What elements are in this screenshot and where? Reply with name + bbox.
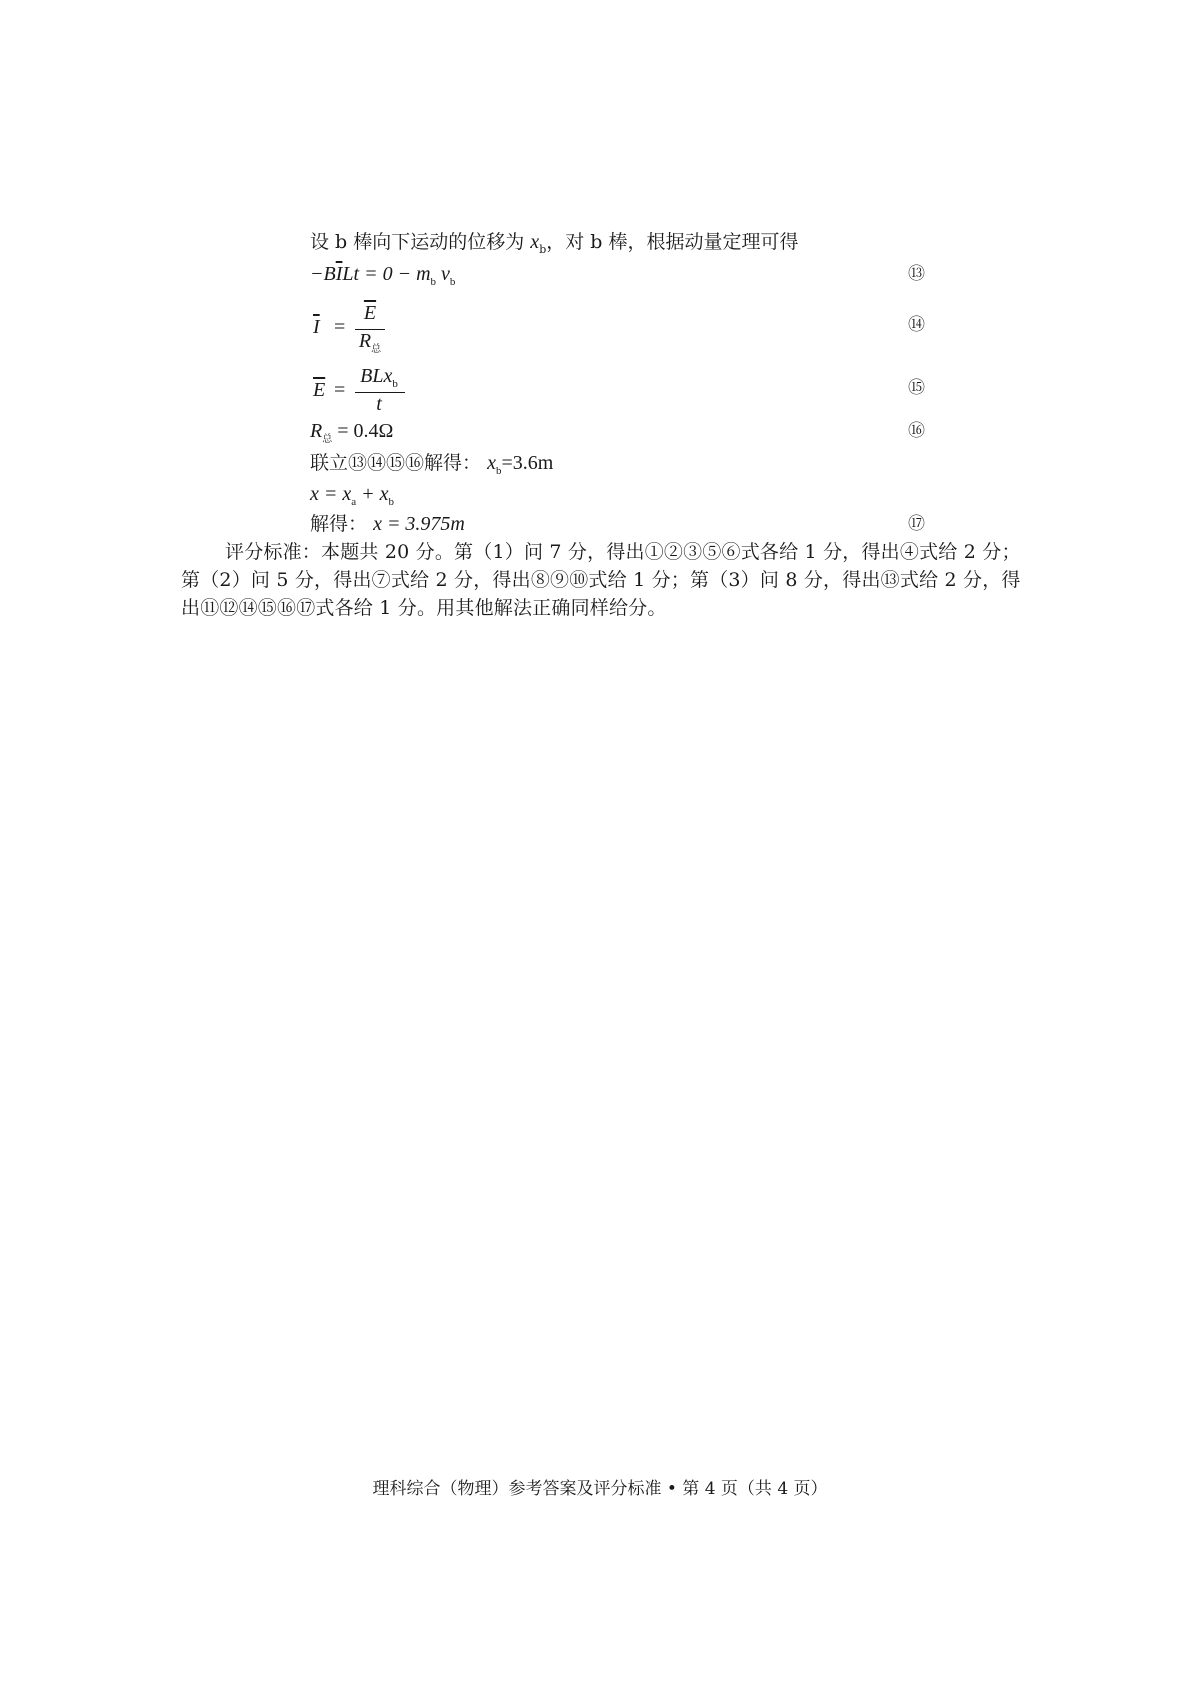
combine-var: x: [487, 452, 496, 474]
label-13: ⑬: [908, 264, 925, 284]
combine-sub: b: [495, 465, 502, 477]
sum-plus: + x: [356, 483, 389, 505]
eq15-numerator: BLx: [360, 365, 393, 387]
eq13-sub1: b: [430, 276, 437, 288]
eq15-lhs: $\overline{E}$: [313, 379, 326, 401]
combine-line: [310, 451, 553, 478]
eq16-var: R: [310, 420, 323, 442]
final-expression: x = 3.975m: [373, 513, 465, 535]
eq14-equals: =: [334, 316, 346, 338]
eq15-equals: =: [334, 379, 346, 401]
eq13-ibar: $\overline{I}$: [335, 263, 343, 285]
sum-sub-b: b: [388, 496, 395, 508]
label-17: ⑰: [908, 514, 925, 534]
eq13-sub2: b: [449, 276, 456, 288]
final-line: [310, 512, 465, 536]
grading-paragraph: 评分标准：本题共 20 分。第（1）问 7 分，得出①②③⑤⑥式各给 1 分，得出④式给 2 分；第（2）问 5 分，得出⑦式给 2 分，得出⑧⑨⑩式给 1 分；第（3）问 8 分，得出⑬式给 2 分，得出⑪⑫⑭⑮⑯⑰式各给 1 分。用其他解法正确同样给分。: [181, 541, 1021, 619]
eq13-v: v: [436, 263, 450, 285]
sum-sub-a: a: [351, 496, 357, 508]
sum-equation: [310, 482, 394, 509]
eq14-lhs: $\overline{I}$: [313, 316, 320, 338]
label-16: ⑯: [908, 421, 925, 441]
label-14: ⑭: [908, 315, 925, 335]
combine-value: =3.6m: [501, 452, 554, 474]
page-footer: 理科综合（物理）参考答案及评分标准 • 第 4 页（共 4 页）: [372, 1479, 828, 1499]
eq13-lhs: −B: [310, 263, 336, 285]
intro-var: x: [530, 231, 540, 253]
eq13-rest: Lt = 0 − m: [342, 263, 431, 285]
label-15: ⑮: [908, 378, 925, 398]
equation-14: [310, 302, 400, 358]
combine-text: 联立⑬⑭⑮⑯解得：: [310, 452, 482, 474]
eq14-denominator: R: [358, 330, 372, 352]
eq15-denominator: t: [376, 393, 382, 415]
equation-13: [310, 262, 455, 289]
eq16-sub: 总: [322, 434, 333, 445]
eq16-rest: = 0.4Ω: [332, 420, 394, 442]
eq15-num-sub: b: [392, 378, 398, 390]
final-text: 解得：: [310, 513, 368, 535]
equation-16: [310, 419, 393, 447]
intro-sub: b: [539, 243, 547, 256]
intro-text: 设 b 棒向下运动的位移为: [310, 231, 531, 253]
eq14-numerator: $\overline{E}$: [363, 302, 377, 324]
sum-lhs: x = x: [310, 483, 352, 505]
intro-line: [310, 230, 798, 257]
intro-tail: ，对 b 棒，根据动量定理可得: [546, 231, 799, 253]
eq14-den-sub: 总: [371, 344, 382, 355]
equation-15: [310, 365, 410, 421]
